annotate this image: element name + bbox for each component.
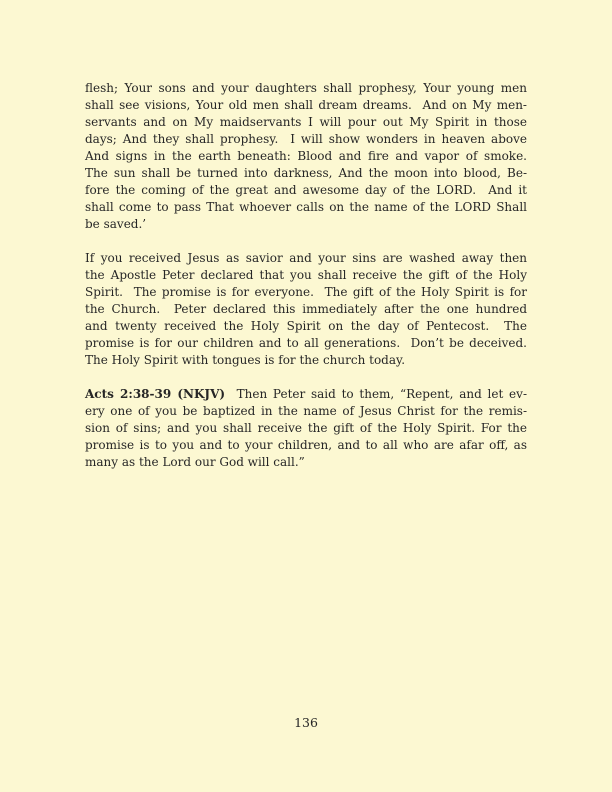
text-line: days; And they shall prophesy. I will show wonders in heaven above xyxy=(85,132,527,146)
text-block xyxy=(85,80,527,488)
text-line: the Apostle Peter declared that you shall receive the gift of the Holy xyxy=(85,268,527,282)
paragraph-acts-quote xyxy=(85,386,527,471)
text-line: flesh; Your sons and your daughters shall prophesy, Your young men xyxy=(85,81,527,95)
text-line: promise is for our children and to all generations. Don’t be deceived. xyxy=(85,336,527,350)
text-line: shall come to pass That whoever calls on the name of the LORD Shall xyxy=(85,200,527,214)
text-line: promise is to you and to your children, and to all who are afar off, as xyxy=(85,438,527,452)
text-line xyxy=(85,386,527,403)
paragraph-commentary xyxy=(85,250,527,369)
text-line: fore the coming of the great and awesome day of the LORD. And it xyxy=(85,183,527,197)
text-line: The Holy Spirit with tongues is for the church today. xyxy=(85,353,406,367)
text-line: servants and on My maidservants I will pour out My Spirit in those xyxy=(85,115,527,129)
text-line: sion of sins; and you shall receive the gift of the Holy Spirit. For the xyxy=(85,421,527,435)
text-line: The sun shall be turned into darkness, And the moon into blood, Be- xyxy=(85,166,527,180)
text-line: be saved.’ xyxy=(85,217,147,231)
text-line: many as the Lord our God will call.” xyxy=(85,455,305,469)
text-line: If you received Jesus as savior and your sins are washed away then xyxy=(85,251,527,265)
text-line: shall see visions, Your old men shall dream dreams. And on My men- xyxy=(85,98,527,112)
text-line: and twenty received the Holy Spirit on the day of Pentecost. The xyxy=(85,319,527,333)
paragraph-joel-quote xyxy=(85,80,527,233)
verse-reference: Acts 2:38-39 (NKJV) xyxy=(85,387,226,401)
text-line: And signs in the earth beneath: Blood and fire and vapor of smoke. xyxy=(85,149,527,163)
text-line: the Church. Peter declared this immediately after the one hundred xyxy=(85,302,527,316)
text-line-rest: Then Peter said to them, “Repent, and let ev- xyxy=(225,387,527,401)
page-number: 136 xyxy=(294,715,318,730)
text-line: Spirit. The promise is for everyone. The gift of the Holy Spirit is for xyxy=(85,285,527,299)
text-line: ery one of you be baptized in the name of Jesus Christ for the remis- xyxy=(85,404,527,418)
